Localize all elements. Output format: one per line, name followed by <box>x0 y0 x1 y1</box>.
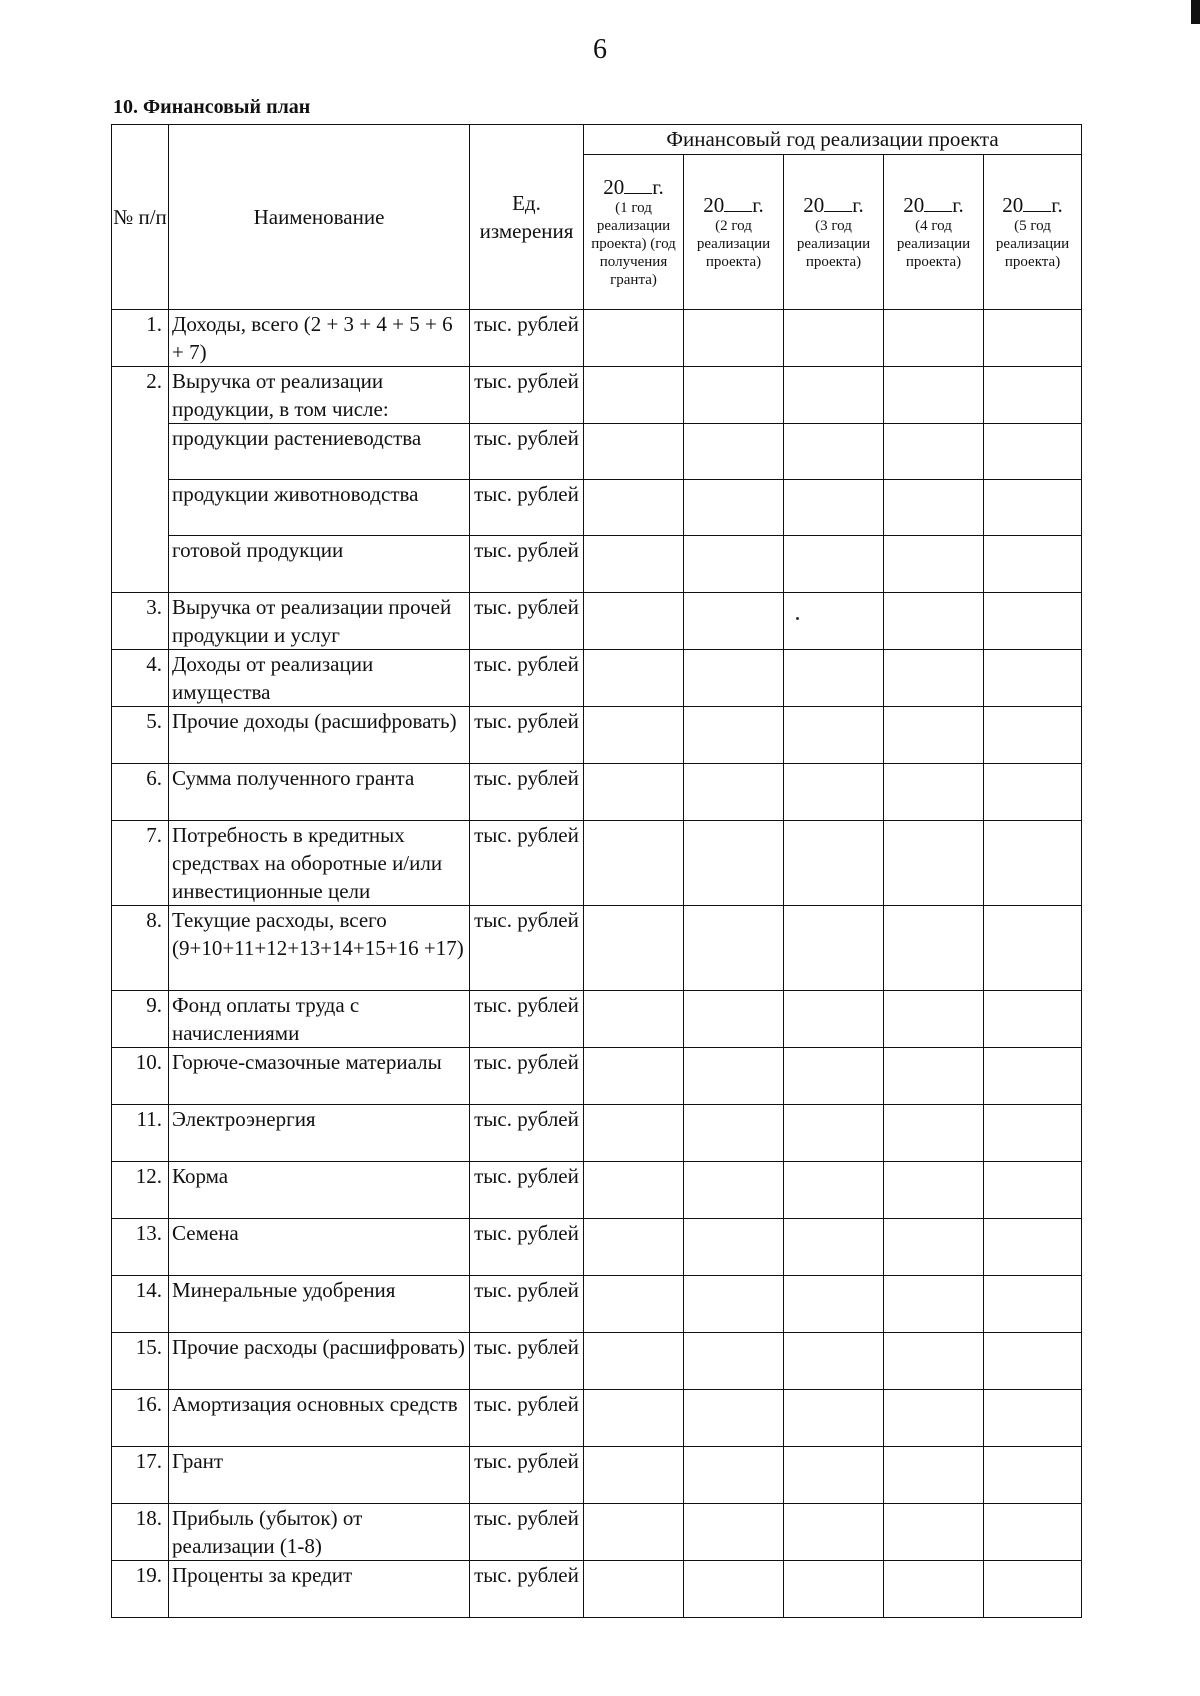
value-cell-year-1[interactable] <box>584 1561 684 1618</box>
year-suffix: г. <box>652 175 664 199</box>
row-name: Амортизация основных средств <box>169 1390 470 1447</box>
table-row <box>112 310 1082 367</box>
value-cell-year-4[interactable] <box>884 1504 984 1561</box>
row-unit: тыс. рублей <box>470 536 584 593</box>
value-cell-year-2[interactable] <box>684 1105 784 1162</box>
row-number: 18. <box>112 1504 169 1561</box>
row-number: 14. <box>112 1276 169 1333</box>
value-cell-year-4[interactable] <box>884 1105 984 1162</box>
value-cell-year-3[interactable] <box>784 1276 884 1333</box>
row-name: Электроэнергия <box>169 1105 470 1162</box>
header-num: № п/п <box>112 125 169 310</box>
value-cell-year-2[interactable] <box>684 1333 784 1390</box>
row-unit: тыс. рублей <box>470 1048 584 1105</box>
row-unit: тыс. рублей <box>470 1561 584 1618</box>
row-number: 17. <box>112 1447 169 1504</box>
row-number: 1. <box>112 310 169 367</box>
value-cell-year-4[interactable] <box>884 906 984 991</box>
value-cell-year-2[interactable] <box>684 310 784 367</box>
row-unit: тыс. рублей <box>470 764 584 821</box>
value-cell-year-2[interactable] <box>684 1561 784 1618</box>
value-cell-year-4[interactable] <box>884 1048 984 1105</box>
row-name: Прочие расходы (расшифровать) <box>169 1333 470 1390</box>
row-name: Сумма полученного гранта <box>169 764 470 821</box>
table-row <box>112 1390 1082 1447</box>
value-cell-year-2[interactable] <box>684 424 784 480</box>
value-cell-year-3[interactable] <box>784 1504 884 1561</box>
year-blank-line <box>824 193 852 212</box>
year-blank-line <box>1023 193 1051 212</box>
row-number: 16. <box>112 1390 169 1447</box>
value-cell-year-3[interactable] <box>784 536 884 593</box>
table-row <box>112 1162 1082 1219</box>
value-cell-year-4[interactable] <box>884 821 984 906</box>
value-cell-year-4[interactable] <box>884 593 984 650</box>
value-cell-year-4[interactable] <box>884 1390 984 1447</box>
row-unit: тыс. рублей <box>470 1390 584 1447</box>
year-prefix: 20 <box>803 193 825 217</box>
value-cell-year-2[interactable] <box>684 1447 784 1504</box>
row-number: 19. <box>112 1561 169 1618</box>
row-name: Прибыль (убыток) от реализации (1-8) <box>169 1504 470 1561</box>
value-cell-year-5[interactable] <box>984 310 1082 367</box>
year-prefix: 20 <box>603 175 625 199</box>
row-name: Прочие доходы (расшифровать) <box>169 707 470 764</box>
row-name: Проценты за кредит <box>169 1561 470 1618</box>
year-suffix: г. <box>752 193 764 217</box>
value-cell-year-5[interactable] <box>984 424 1082 480</box>
row-unit: тыс. рублей <box>470 367 584 424</box>
table-row <box>112 1333 1082 1390</box>
row-unit: тыс. рублей <box>470 480 584 536</box>
value-cell-year-5[interactable] <box>984 991 1082 1048</box>
table-row <box>112 1561 1082 1618</box>
row-unit: тыс. рублей <box>470 1276 584 1333</box>
year-description: (5 год реализации проекта) <box>995 218 1070 270</box>
row-number: 8. <box>112 906 169 991</box>
value-cell-year-3[interactable] <box>784 310 884 367</box>
row-name: Минеральные удобрения <box>169 1276 470 1333</box>
value-cell-year-1[interactable] <box>584 424 684 480</box>
row-unit: тыс. рублей <box>470 1105 584 1162</box>
value-cell-year-2[interactable] <box>684 707 784 764</box>
row-unit: тыс. рублей <box>470 1333 584 1390</box>
value-cell-year-5[interactable] <box>984 1504 1082 1561</box>
row-number: 2. <box>112 367 169 593</box>
table-row <box>112 536 1082 593</box>
value-cell-year-2[interactable] <box>684 764 784 821</box>
section-title: 10. Финансовый план <box>113 96 311 118</box>
value-cell-year-5[interactable] <box>984 906 1082 991</box>
row-number: 9. <box>112 991 169 1048</box>
value-cell-year-3[interactable] <box>784 1333 884 1390</box>
row-number: 6. <box>112 764 169 821</box>
table-row <box>112 1105 1082 1162</box>
year-blank-line <box>924 193 952 212</box>
row-unit: тыс. рублей <box>470 906 584 991</box>
year-suffix: г. <box>852 193 864 217</box>
value-cell-year-5[interactable] <box>984 1105 1082 1162</box>
table-row <box>112 1447 1082 1504</box>
value-cell-year-1[interactable] <box>584 1276 684 1333</box>
value-cell-year-2[interactable] <box>684 1276 784 1333</box>
value-cell-year-3[interactable] <box>784 650 884 707</box>
value-cell-year-2[interactable] <box>684 1390 784 1447</box>
row-unit: тыс. рублей <box>470 991 584 1048</box>
row-name: Горюче-смазочные материалы <box>169 1048 470 1105</box>
value-cell-year-2[interactable] <box>684 1048 784 1105</box>
value-cell-year-3[interactable] <box>784 906 884 991</box>
value-cell-year-1[interactable] <box>584 1105 684 1162</box>
value-cell-year-2[interactable] <box>684 480 784 536</box>
value-cell-year-5[interactable] <box>984 1333 1082 1390</box>
value-cell-year-2[interactable] <box>684 593 784 650</box>
table-row <box>112 1504 1082 1561</box>
row-name: Потребность в кредитных средствах на оборотные и/или инвестиционные цели <box>169 821 470 906</box>
year-label <box>784 193 883 217</box>
header-year-5 <box>984 155 1082 310</box>
value-cell-year-5[interactable] <box>984 480 1082 536</box>
value-cell-year-3[interactable] <box>784 1048 884 1105</box>
table-row <box>112 1219 1082 1276</box>
value-cell-year-4[interactable] <box>884 707 984 764</box>
table-row <box>112 764 1082 821</box>
value-cell-year-4[interactable] <box>884 424 984 480</box>
year-prefix: 20 <box>703 193 725 217</box>
year-label <box>584 175 683 199</box>
value-cell-year-3[interactable] <box>784 991 884 1048</box>
value-cell-year-2[interactable] <box>684 821 784 906</box>
header-year-1 <box>584 155 684 310</box>
row-unit: тыс. рублей <box>470 821 584 906</box>
table-row <box>112 650 1082 707</box>
row-number: 3. <box>112 593 169 650</box>
value-cell-year-4[interactable] <box>884 650 984 707</box>
table-row <box>112 707 1082 764</box>
value-cell-year-1[interactable] <box>584 536 684 593</box>
value-cell-year-5[interactable] <box>984 1219 1082 1276</box>
scan-dot <box>796 617 799 620</box>
row-unit: тыс. рублей <box>470 1219 584 1276</box>
value-cell-year-1[interactable] <box>584 1048 684 1105</box>
row-name: продукции растениеводства <box>169 424 470 480</box>
value-cell-year-1[interactable] <box>584 1333 684 1390</box>
value-cell-year-3[interactable] <box>784 821 884 906</box>
value-cell-year-3[interactable] <box>784 1162 884 1219</box>
header-unit: Ед. измерения <box>470 125 584 310</box>
value-cell-year-1[interactable] <box>584 764 684 821</box>
value-cell-year-4[interactable] <box>884 991 984 1048</box>
header-year-3 <box>784 155 884 310</box>
value-cell-year-1[interactable] <box>584 821 684 906</box>
value-cell-year-3[interactable] <box>784 424 884 480</box>
row-unit: тыс. рублей <box>470 424 584 480</box>
year-label <box>984 193 1081 217</box>
header-name: Наименование <box>169 125 470 310</box>
value-cell-year-2[interactable] <box>684 991 784 1048</box>
value-cell-year-1[interactable] <box>584 906 684 991</box>
row-number: 12. <box>112 1162 169 1219</box>
row-unit: тыс. рублей <box>470 1504 584 1561</box>
row-unit: тыс. рублей <box>470 707 584 764</box>
value-cell-year-5[interactable] <box>984 650 1082 707</box>
value-cell-year-4[interactable] <box>884 1276 984 1333</box>
row-name: Текущие расходы, всего (9+10+11+12+13+14+15+16 +17) <box>169 906 470 991</box>
row-name: Корма <box>169 1162 470 1219</box>
row-number: 10. <box>112 1048 169 1105</box>
year-description: (3 год реализации проекта) <box>796 218 871 270</box>
row-name: Выручка от реализации продукции, в том числе: <box>169 367 470 424</box>
value-cell-year-5[interactable] <box>984 1447 1082 1504</box>
header-year-2 <box>684 155 784 310</box>
row-name: готовой продукции <box>169 536 470 593</box>
row-number: 5. <box>112 707 169 764</box>
row-name: Фонд оплаты труда с начислениями <box>169 991 470 1048</box>
row-unit: тыс. рублей <box>470 310 584 367</box>
value-cell-year-4[interactable] <box>884 764 984 821</box>
value-cell-year-5[interactable] <box>984 1561 1082 1618</box>
value-cell-year-1[interactable] <box>584 367 684 424</box>
year-suffix: г. <box>952 193 964 217</box>
scan-edge-mark <box>1191 0 1200 24</box>
table-row <box>112 1048 1082 1105</box>
table-row <box>112 821 1082 906</box>
row-number: 7. <box>112 821 169 906</box>
value-cell-year-1[interactable] <box>584 480 684 536</box>
value-cell-year-2[interactable] <box>684 1504 784 1561</box>
value-cell-year-4[interactable] <box>884 1447 984 1504</box>
value-cell-year-2[interactable] <box>684 650 784 707</box>
table-row <box>112 367 1082 424</box>
year-label <box>684 193 783 217</box>
row-number: 13. <box>112 1219 169 1276</box>
value-cell-year-1[interactable] <box>584 991 684 1048</box>
value-cell-year-5[interactable] <box>984 707 1082 764</box>
table-row <box>112 480 1082 536</box>
value-cell-year-2[interactable] <box>684 906 784 991</box>
table-row <box>112 424 1082 480</box>
year-description: (1 год реализации проекта) (год получения гранта) <box>591 200 676 288</box>
value-cell-year-3[interactable] <box>784 593 884 650</box>
row-name: Доходы, всего (2 + 3 + 4 + 5 + 6 + 7) <box>169 310 470 367</box>
value-cell-year-4[interactable] <box>884 1219 984 1276</box>
value-cell-year-5[interactable] <box>984 536 1082 593</box>
value-cell-year-3[interactable] <box>784 1561 884 1618</box>
value-cell-year-1[interactable] <box>584 310 684 367</box>
value-cell-year-1[interactable] <box>584 1162 684 1219</box>
value-cell-year-4[interactable] <box>884 1162 984 1219</box>
value-cell-year-5[interactable] <box>984 1048 1082 1105</box>
year-description: (4 год реализации проекта) <box>896 218 971 270</box>
row-name: Выручка от реализации прочей продукции и услуг <box>169 593 470 650</box>
row-unit: тыс. рублей <box>470 1447 584 1504</box>
value-cell-year-5[interactable] <box>984 1276 1082 1333</box>
value-cell-year-4[interactable] <box>884 1561 984 1618</box>
row-name: продукции животноводства <box>169 480 470 536</box>
value-cell-year-1[interactable] <box>584 1219 684 1276</box>
value-cell-year-2[interactable] <box>684 1219 784 1276</box>
value-cell-year-5[interactable] <box>984 821 1082 906</box>
value-cell-year-3[interactable] <box>784 764 884 821</box>
value-cell-year-2[interactable] <box>684 1162 784 1219</box>
year-prefix: 20 <box>903 193 925 217</box>
year-prefix: 20 <box>1002 193 1024 217</box>
value-cell-year-2[interactable] <box>684 536 784 593</box>
value-cell-year-4[interactable] <box>884 480 984 536</box>
year-blank-line <box>624 175 652 194</box>
value-cell-year-5[interactable] <box>984 1390 1082 1447</box>
value-cell-year-1[interactable] <box>584 1504 684 1561</box>
value-cell-year-4[interactable] <box>884 1333 984 1390</box>
value-cell-year-1[interactable] <box>584 1447 684 1504</box>
value-cell-year-1[interactable] <box>584 650 684 707</box>
row-name: Семена <box>169 1219 470 1276</box>
value-cell-year-3[interactable] <box>784 707 884 764</box>
row-unit: тыс. рублей <box>470 593 584 650</box>
row-number: 15. <box>112 1333 169 1390</box>
value-cell-year-1[interactable] <box>584 593 684 650</box>
value-cell-year-4[interactable] <box>884 367 984 424</box>
table-row <box>112 906 1082 991</box>
row-number: 11. <box>112 1105 169 1162</box>
value-cell-year-3[interactable] <box>784 480 884 536</box>
row-name: Грант <box>169 1447 470 1504</box>
header-year-group: Финансовый год реализации проекта <box>584 125 1082 155</box>
year-description: (2 год реализации проекта) <box>696 218 771 270</box>
year-label <box>884 193 983 217</box>
header-row-top <box>112 125 1082 155</box>
header-year-4 <box>884 155 984 310</box>
value-cell-year-5[interactable] <box>984 764 1082 821</box>
value-cell-year-1[interactable] <box>584 1390 684 1447</box>
value-cell-year-2[interactable] <box>684 367 784 424</box>
value-cell-year-3[interactable] <box>784 1447 884 1504</box>
value-cell-year-3[interactable] <box>784 1105 884 1162</box>
table-row <box>112 593 1082 650</box>
table-row <box>112 991 1082 1048</box>
row-number: 4. <box>112 650 169 707</box>
value-cell-year-1[interactable] <box>584 707 684 764</box>
row-name: Доходы от реализации имущества <box>169 650 470 707</box>
value-cell-year-3[interactable] <box>784 367 884 424</box>
year-blank-line <box>724 193 752 212</box>
table-row <box>112 1276 1082 1333</box>
financial-plan-table <box>111 124 1082 1618</box>
value-cell-year-3[interactable] <box>784 1390 884 1447</box>
year-suffix: г. <box>1051 193 1063 217</box>
page-number: 6 <box>593 34 607 65</box>
value-cell-year-4[interactable] <box>884 536 984 593</box>
value-cell-year-4[interactable] <box>884 310 984 367</box>
value-cell-year-5[interactable] <box>984 367 1082 424</box>
value-cell-year-5[interactable] <box>984 1162 1082 1219</box>
row-unit: тыс. рублей <box>470 650 584 707</box>
row-unit: тыс. рублей <box>470 1162 584 1219</box>
value-cell-year-5[interactable] <box>984 593 1082 650</box>
value-cell-year-3[interactable] <box>784 1219 884 1276</box>
